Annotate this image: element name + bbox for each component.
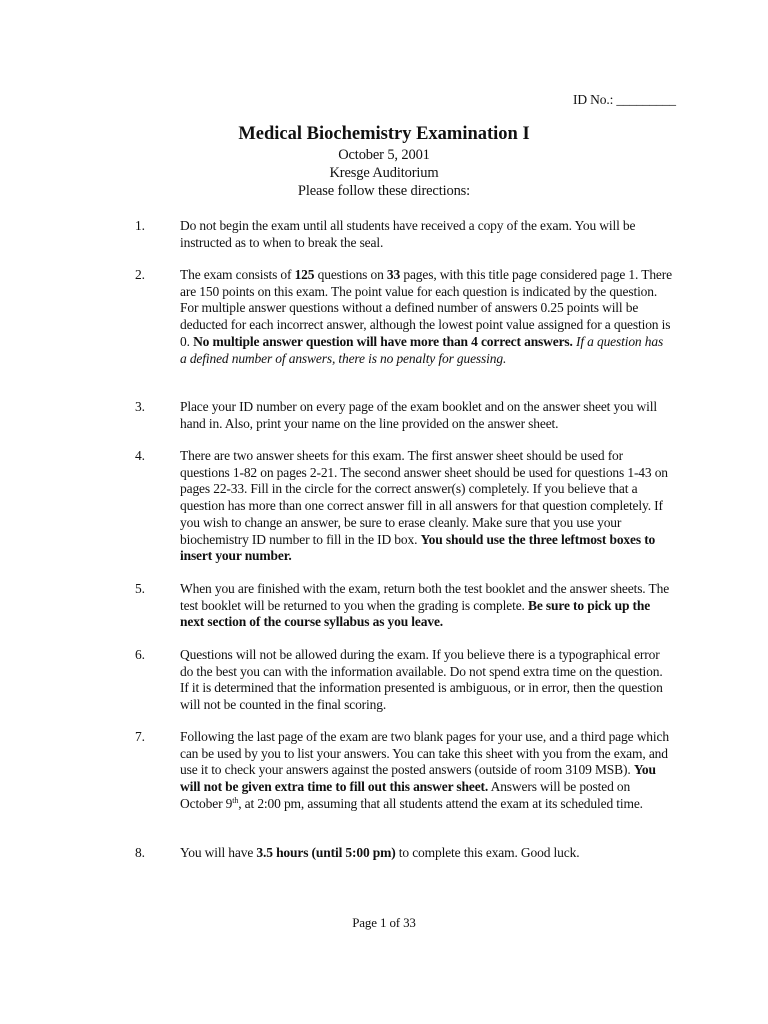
- emphasis-text: You should use the three leftmost boxes to insert your number.: [180, 531, 656, 564]
- page-number: Page 1 of 33: [352, 915, 416, 930]
- exam-date: October 5, 2001: [338, 147, 430, 163]
- item-text-part: You will have: [180, 845, 257, 860]
- item-text-part: to complete this exam. Good luck.: [395, 845, 580, 860]
- item-text: [180, 448, 672, 565]
- time-limit: 3.5 hours (until 5:00 pm): [256, 845, 396, 860]
- question-count: 125: [294, 267, 315, 282]
- item-text-part: Following the last page of the exam are two blank pages for your use, and a third page which can be used by you to list your answers. You can take this sheet with you from the exam, and use it to check your answers against the posted answers (outside of room 3109 MSB).: [180, 729, 669, 778]
- item-text: [180, 581, 672, 631]
- exam-location: Kresge Auditorium: [329, 165, 439, 181]
- item-text-part: There are two answer sheets for this exam. The first answer sheet should be used for questions 1-82 on pages 2-21. The second answer sheet should be used for questions 1-43 on pages 22-33. Fill in the circle for the correct answer(s) completely. If you believe that a question has more than one correct answer fill in all answers for that question completely. If you wish to change an answer, be sure to erase cleanly. Make sure that you use your biochemistry ID number to fill in the ID box.: [180, 448, 668, 547]
- item-number: 6.: [135, 647, 145, 662]
- item-text-part: , at 2:00 pm, assuming that all students attend the exam at its scheduled time.: [238, 795, 643, 811]
- id-number-line: ID No.: _________: [573, 92, 676, 107]
- item-number: 5.: [135, 581, 145, 596]
- emphasis-text: Be sure to pick up the next section of the course syllabus as you leave.: [180, 597, 651, 630]
- item-text-part: When you are finished with the exam, return both the test booklet and the answer sheets. The test booklet will be returned to you when the grading is complete.: [180, 581, 670, 613]
- item-number: 7.: [135, 729, 145, 744]
- item-number: 4.: [135, 448, 145, 463]
- item-number: 2.: [135, 267, 145, 282]
- italic-note: If a question has a defined number of answers, there is no penalty for guessing.: [180, 333, 664, 366]
- item-text-part: Answers will be posted on October 9: [180, 779, 631, 811]
- item-text: Do not begin the exam until all students have received a copy of the exam. You will be instructed as to when to break the seal.: [180, 218, 636, 250]
- page-count: 33: [386, 267, 401, 282]
- item-text: [180, 729, 672, 813]
- exam-title: Medical Biochemistry Examination I: [238, 124, 530, 144]
- emphasis-text: No multiple answer question will have more than 4 correct answers.: [193, 333, 573, 349]
- ordinal-suffix: th: [232, 795, 239, 805]
- item-text-part: questions on: [314, 267, 387, 282]
- directions-intro: Please follow these directions:: [297, 183, 471, 199]
- emphasis-text: You will not be given extra time to fill out this answer sheet.: [180, 762, 656, 795]
- item-text: [180, 267, 672, 367]
- item-text-part: The exam consists of: [180, 267, 295, 282]
- item-text-part: pages, with this title page considered page 1. There are 150 points on this exam. The point value for each question is indicated by the question. For multiple answer questions without a defined number of answers 0.25 points will be deducted for each incorrect answer, although the lowest point value assigned for a question is 0.: [180, 267, 672, 349]
- item-text: [180, 845, 672, 862]
- item-number: 8.: [135, 845, 145, 860]
- item-text: Place your ID number on every page of the exam booklet and on the answer sheet you will hand in. Also, print your name on the line provided on the answer sheet.: [180, 399, 657, 431]
- item-number: 3.: [135, 399, 145, 414]
- item-text: Questions will not be allowed during the exam. If you believe there is a typographical error do the best you can with the information available. Do not spend extra time on the question. If it is determined that the information presented is ambiguous, or in error, then the question will not be counted in the final scoring.: [180, 647, 663, 713]
- item-number: 1.: [135, 218, 145, 233]
